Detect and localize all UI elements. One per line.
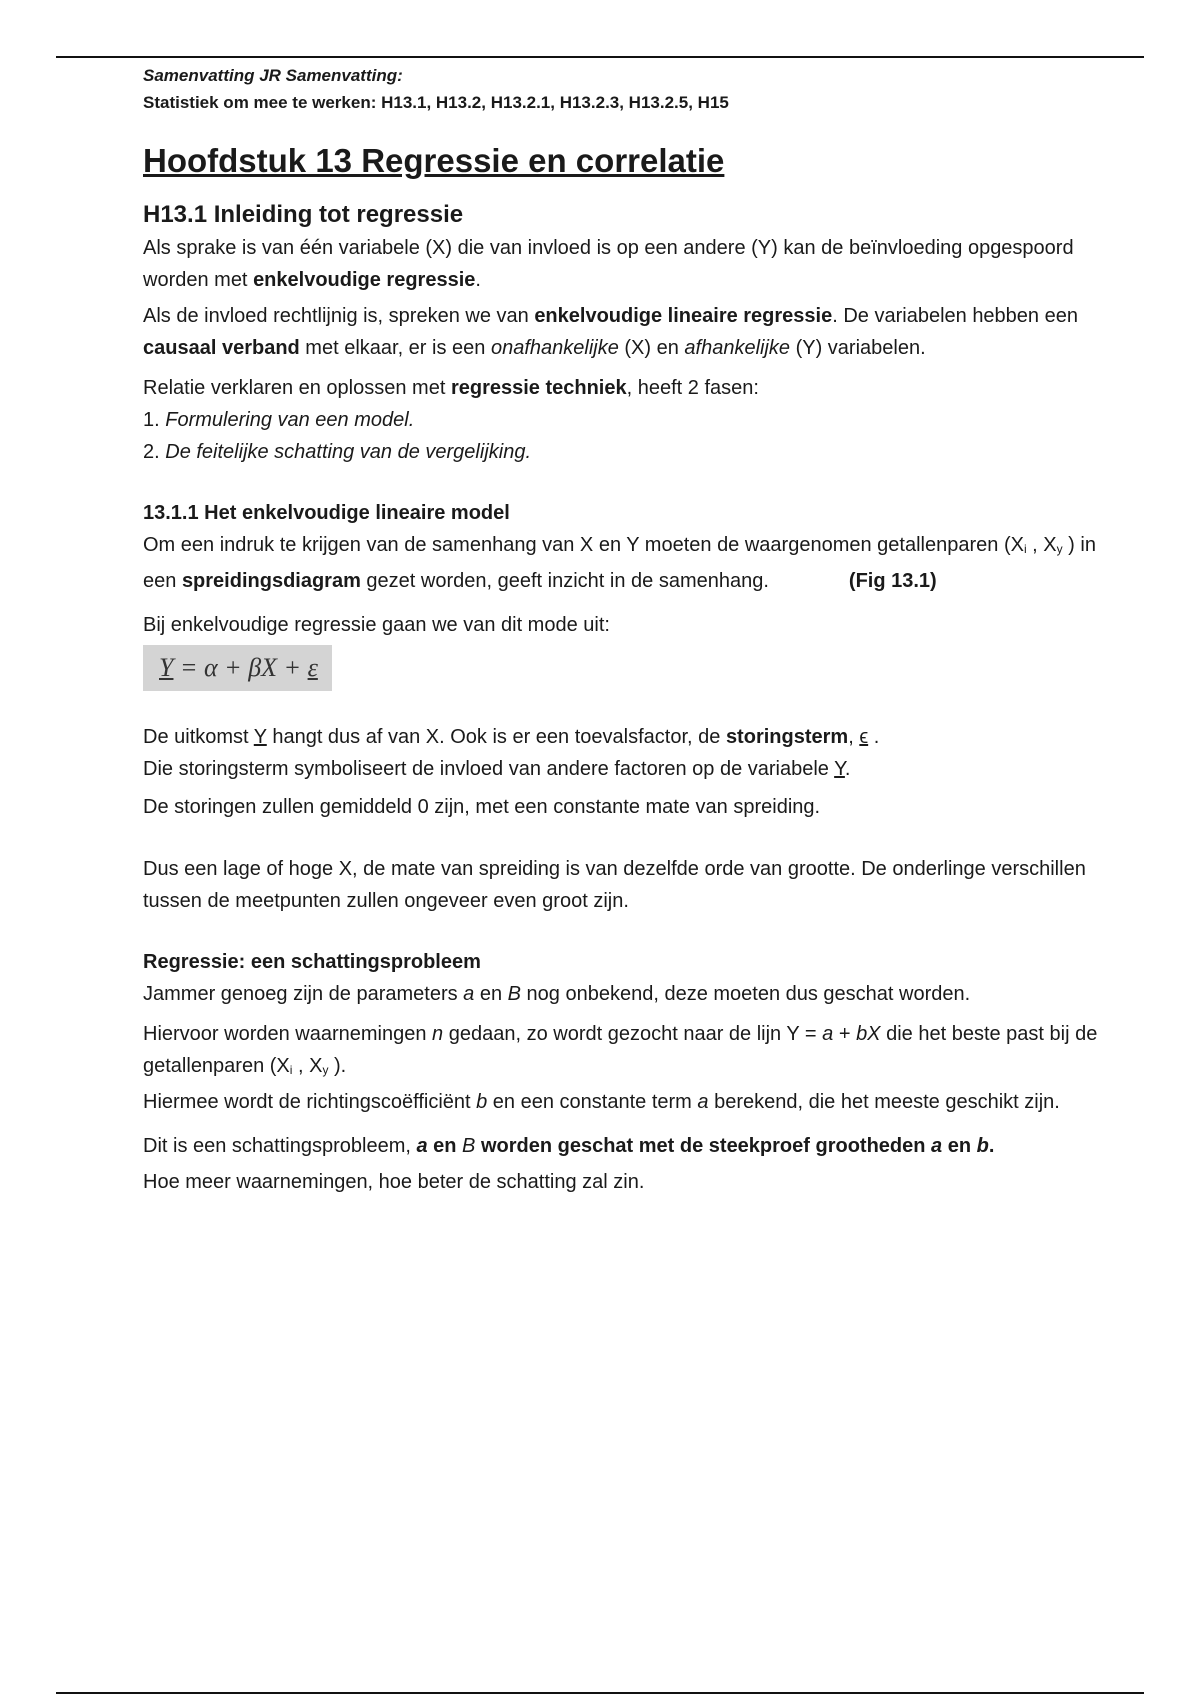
subsection-paragraph-3: De uitkomst Y hangt dus af van X. Ook is er een toevalsfactor, de storingsterm, ϵ .: [143, 726, 880, 748]
top-rule: [56, 56, 1144, 58]
subsection-paragraph-5: De storingen zullen gemiddeld 0 zijn, met een constante mate van spreiding.: [143, 796, 821, 818]
section-paragraph-2: Als de invloed rechtlijnig is, spreken we van enkelvoudige lineaire regressie. De variabelen hebben een causaal verband met elkaar, er is een onafhankelijke (X) en afhankelijke (Y) variabelen.: [143, 305, 1078, 359]
subsection-paragraph-6: Dus een lage of hoge X, de mate van spreiding is van dezelfde orde van grootte. De onderlinge verschillen tussen de meetpunten zullen ongeveer even groot zijn.: [143, 858, 1086, 912]
bottom-rule: [56, 1692, 1144, 1694]
subsection-paragraph-2: Bij enkelvoudige regressie gaan we van dit mode uit:: [143, 614, 610, 636]
regression-paragraph-1: Jammer genoeg zijn de parameters a en B nog onbekend, deze moeten dus geschat worden.: [143, 983, 971, 1005]
list-item: 1. Formulering van een model.: [143, 409, 415, 431]
regression-paragraph-2: Hiervoor worden waarnemingen n gedaan, zo wordt gezocht naar de lijn Y = a + bX die het beste past bij de getallenparen (Xi , Xy ).: [143, 1023, 1098, 1077]
figure-reference: (Fig 13.1): [848, 570, 937, 592]
regression-formula: Y = α + βX + ε: [143, 645, 332, 691]
regression-paragraph-4: Dit is een schattingsprobleem, a en B worden geschat met de steekproef grootheden a en b.: [143, 1135, 995, 1157]
subsection-title: 13.1.1 Het enkelvoudige lineaire model: [143, 502, 510, 524]
regression-paragraph-5: Hoe meer waarnemingen, hoe beter de schatting zal zin.: [143, 1171, 645, 1193]
section-title: H13.1 Inleiding tot regressie: [143, 201, 464, 228]
doc-header-subtitle: Statistiek om mee te werken: H13.1, H13.2, H13.2.1, H13.2.3, H13.2.5, H15: [143, 93, 729, 112]
chapter-title: Hoofdstuk 13 Regressie en correlatie: [143, 142, 725, 179]
regression-title: Regressie: een schattingsprobleem: [143, 951, 481, 973]
document-page: [143, 62, 1123, 1198]
section-paragraph-1: Als sprake is van één variabele (X) die van invloed is op een andere (Y) kan de beïnvloeding opgespoord worden met enkelvoudige regressie.: [143, 237, 1074, 291]
regression-paragraph-3: Hiermee wordt de richtingscoëfficiënt b en een constante term a berekend, die het meeste geschikt zijn.: [143, 1091, 1060, 1113]
doc-header-title: Samenvatting JR Samenvatting:: [143, 66, 403, 85]
section-paragraph-3: Relatie verklaren en oplossen met regressie techniek, heeft 2 fasen:: [143, 377, 759, 399]
list-item: 2. De feitelijke schatting van de vergelijking.: [143, 441, 532, 463]
subsection-paragraph-4: Die storingsterm symboliseert de invloed van andere factoren op de variabele Y.: [143, 758, 851, 780]
subsection-paragraph-1: Om een indruk te krijgen van de samenhang van X en Y moeten de waargenomen getallenparen (Xi , Xy ) in een spreidingsdiagram gezet worden, geeft inzicht in de samenhang. (Fig 13.1): [143, 529, 1123, 597]
